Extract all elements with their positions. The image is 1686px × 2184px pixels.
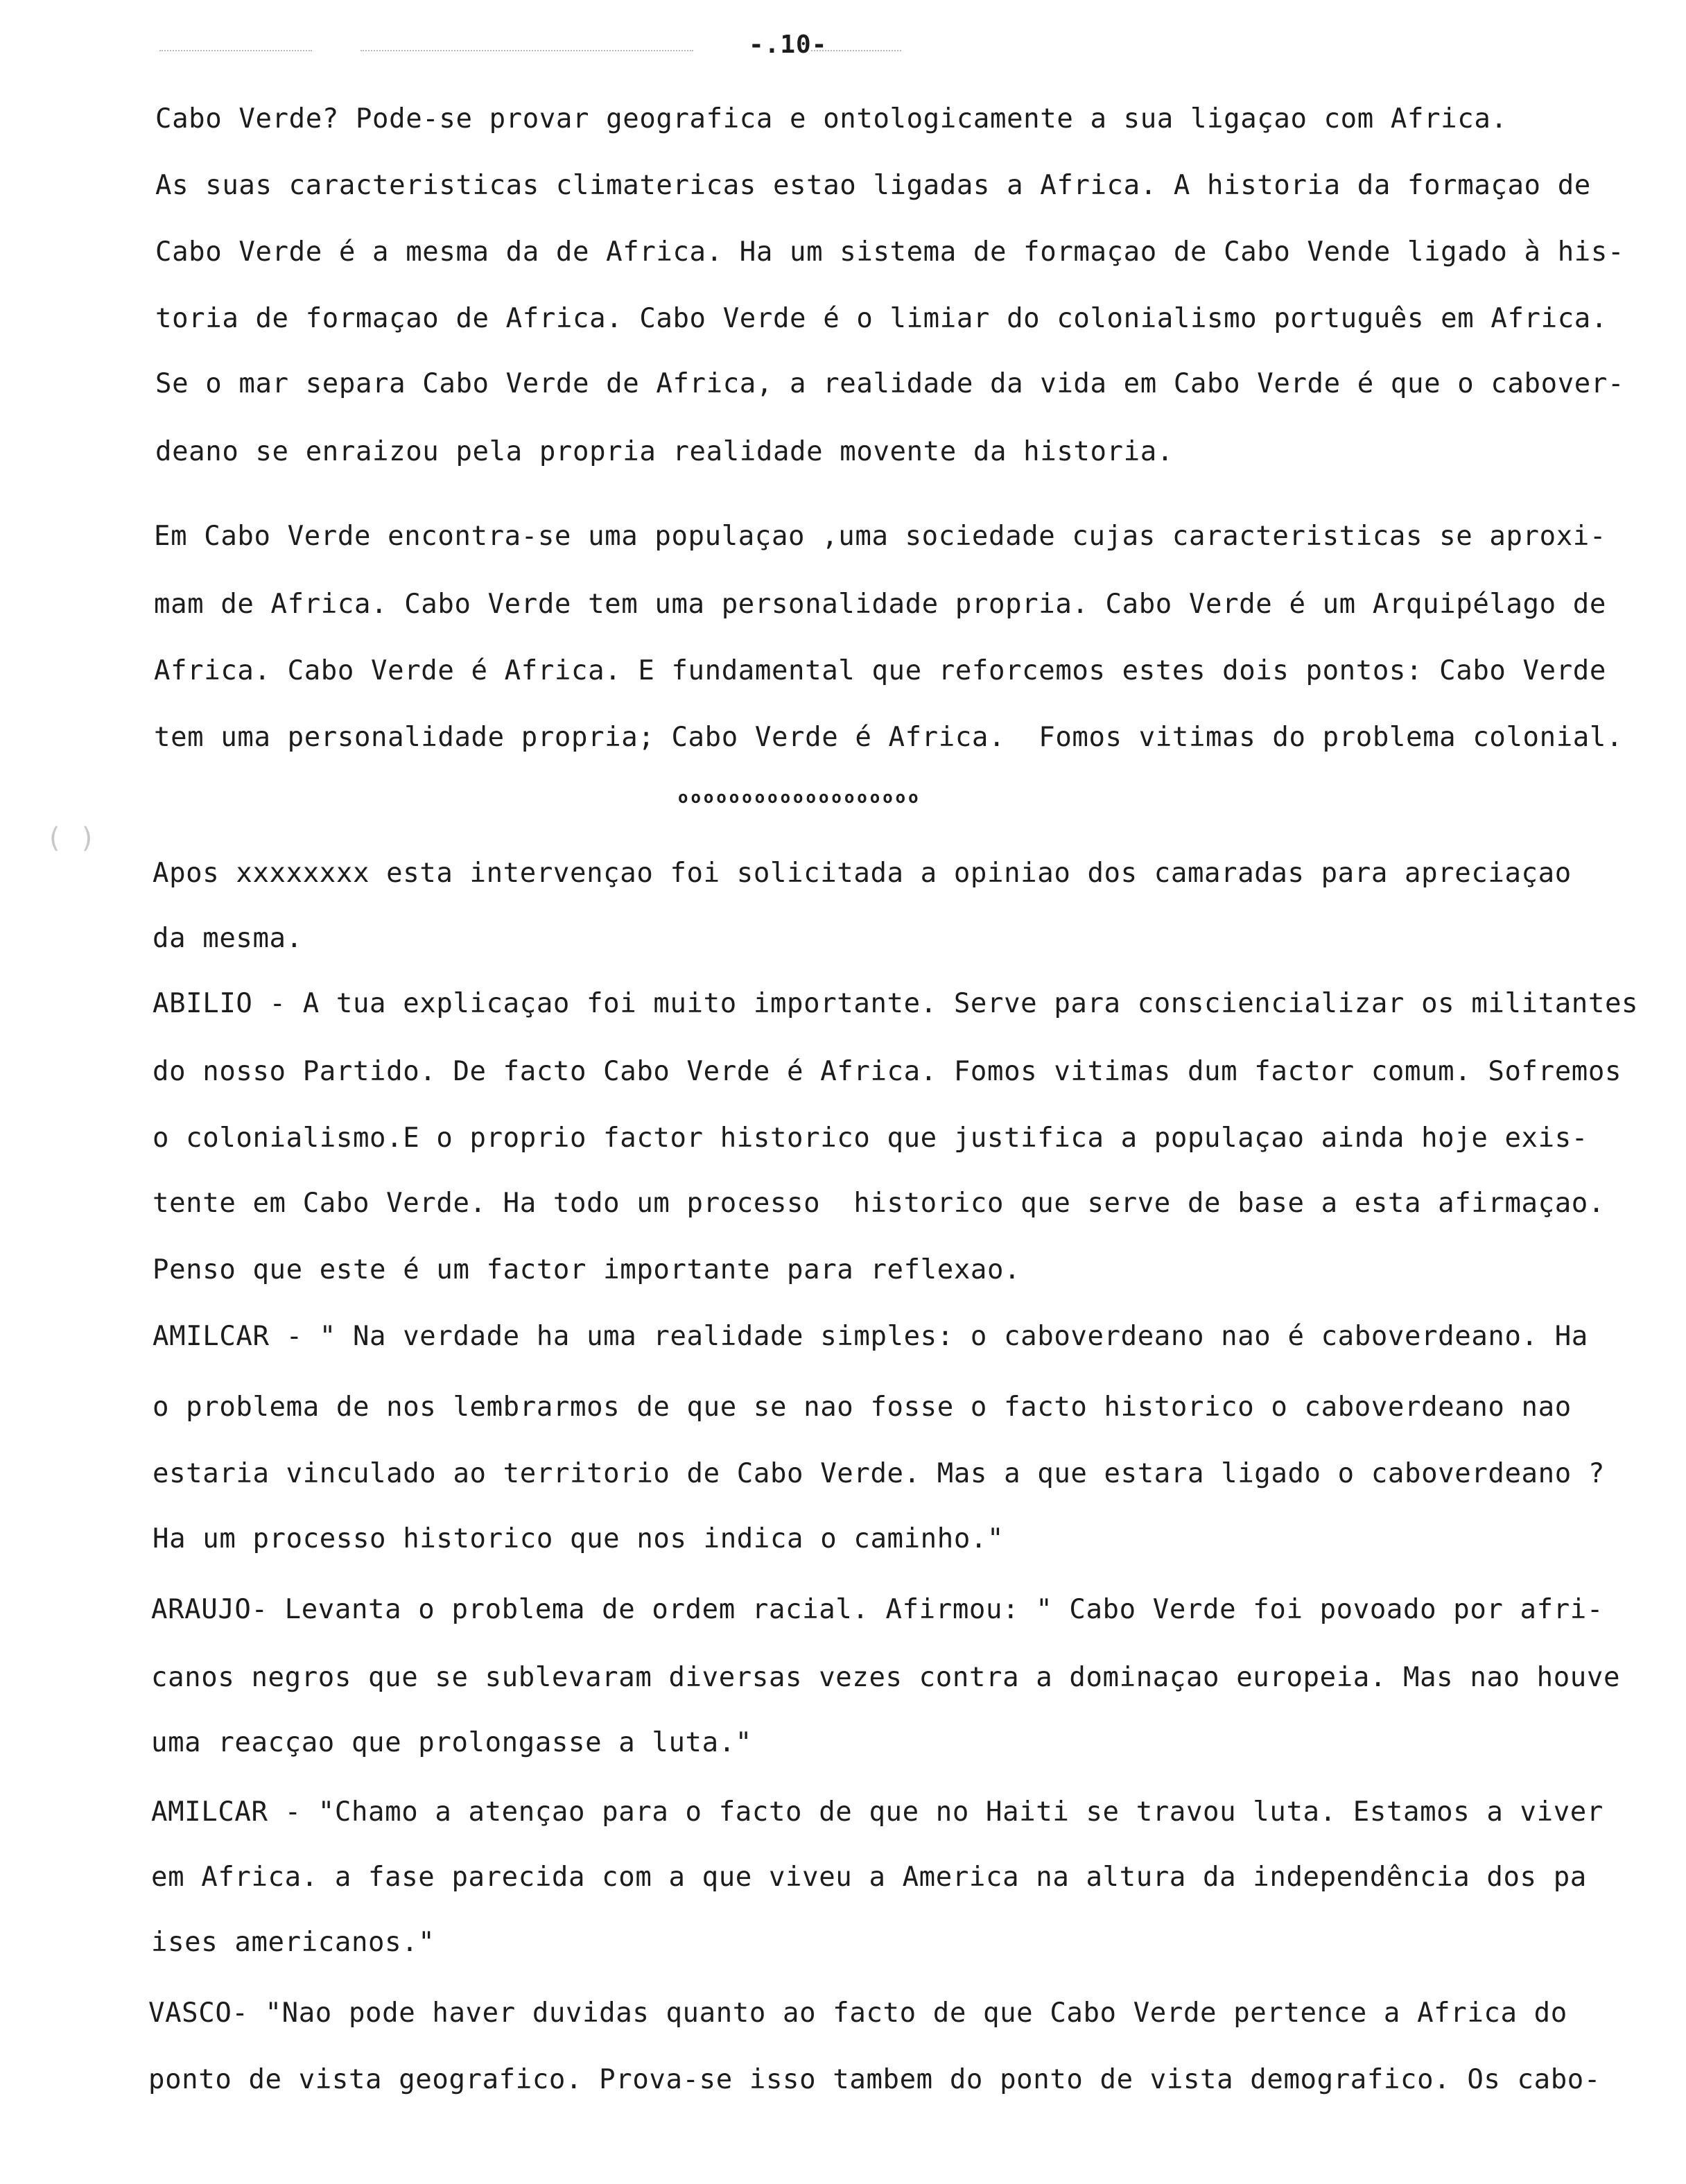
text-line: o colonialismo.E o proprio factor historico que justifica a populaçao ainda hoje exis- [153, 1123, 1588, 1154]
text-line: ises americanos." [151, 1927, 435, 1958]
text-line: tente em Cabo Verde. Ha todo um processo historico que serve de base a esta afirmaçao. [153, 1188, 1605, 1219]
text-line: Penso que este é um factor importante para reflexao. [153, 1254, 1021, 1285]
text-line: Se o mar separa Cabo Verde de Africa, a realidade da vida em Cabo Verde é que o cabover- [155, 368, 1625, 399]
text-line: Africa. Cabo Verde é Africa. E fundamental que reforcemos estes dois pontos: Cabo Verde [154, 655, 1606, 686]
text-line: uma reacçao que prolongasse a luta." [151, 1727, 752, 1758]
section-separator: ooooooooooooooooooo [678, 788, 921, 807]
text-line: o problema de nos lembrarmos de que se nao fosse o facto historico o caboverdeano nao [153, 1392, 1572, 1423]
margin-mark: ( ) [46, 822, 96, 854]
page-number: -.10- [749, 31, 828, 59]
text-line: Cabo Verde? Pode-se provar geografica e ontologicamente a sua ligaçao com Africa. [155, 103, 1508, 135]
text-line: toria de formaçao de Africa. Cabo Verde é o limiar do colonialismo português em Africa. [155, 303, 1608, 334]
text-line: As suas caracteristicas climatericas estao ligadas a Africa. A historia da formaçao de [155, 170, 1591, 201]
text-line: canos negros que se sublevaram diversas vezes contra a dominaçao europeia. Mas nao houve [151, 1662, 1621, 1693]
text-line: Apos xxxxxxxx esta intervençao foi solicitada a opiniao dos camaradas para apreciaçao [153, 858, 1572, 889]
text-line: AMILCAR - "Chamo a atençao para o facto de que no Haiti se travou luta. Estamos a viver [151, 1796, 1604, 1828]
text-line: ABILIO - A tua explicaçao foi muito importante. Serve para consciencializar os militantes [153, 988, 1639, 1019]
text-line: em Africa. a fase parecida com a que viveu a America na altura da independência dos pa [151, 1862, 1587, 1893]
header-smudge-left [159, 50, 312, 51]
text-line: tem uma personalidade propria; Cabo Verde é Africa. Fomos vitimas do problema colonial. [154, 722, 1624, 753]
text-line: AMILCAR - " Na verdade ha uma realidade simples: o caboverdeano nao é caboverdeano. Ha [153, 1321, 1588, 1352]
text-line: ponto de vista geografico. Prova-se isso tambem do ponto de vista demografico. Os cabo- [148, 2064, 1601, 2095]
text-line: da mesma. [153, 923, 303, 954]
text-line: do nosso Partido. De facto Cabo Verde é Africa. Fomos vitimas dum factor comum. Sofremos [153, 1056, 1622, 1087]
text-line: mam de Africa. Cabo Verde tem uma personalidade propria. Cabo Verde é um Arquipélago de [154, 589, 1606, 620]
text-line: Em Cabo Verde encontra-se uma populaçao ,uma sociedade cujas caracteristicas se aproxi- [154, 521, 1606, 552]
text-line: deano se enraizou pela propria realidade movente da historia. [155, 436, 1174, 467]
text-line: VASCO- "Nao pode haver duvidas quanto ao facto de que Cabo Verde pertence a Africa do [148, 1997, 1567, 2029]
text-line: ARAUJO- Levanta o problema de ordem racial. Afirmou: " Cabo Verde foi povoado por afri- [151, 1594, 1604, 1625]
text-line: estaria vinculado ao territorio de Cabo Verde. Mas a que estara ligado o caboverdeano ? [153, 1458, 1605, 1489]
text-line: Ha um processo historico que nos indica o caminho." [153, 1523, 1005, 1554]
header-smudge-middle [360, 50, 693, 51]
text-line: Cabo Verde é a mesma da de Africa. Ha um sistema de formaçao de Cabo Vende ligado à his- [155, 236, 1625, 268]
